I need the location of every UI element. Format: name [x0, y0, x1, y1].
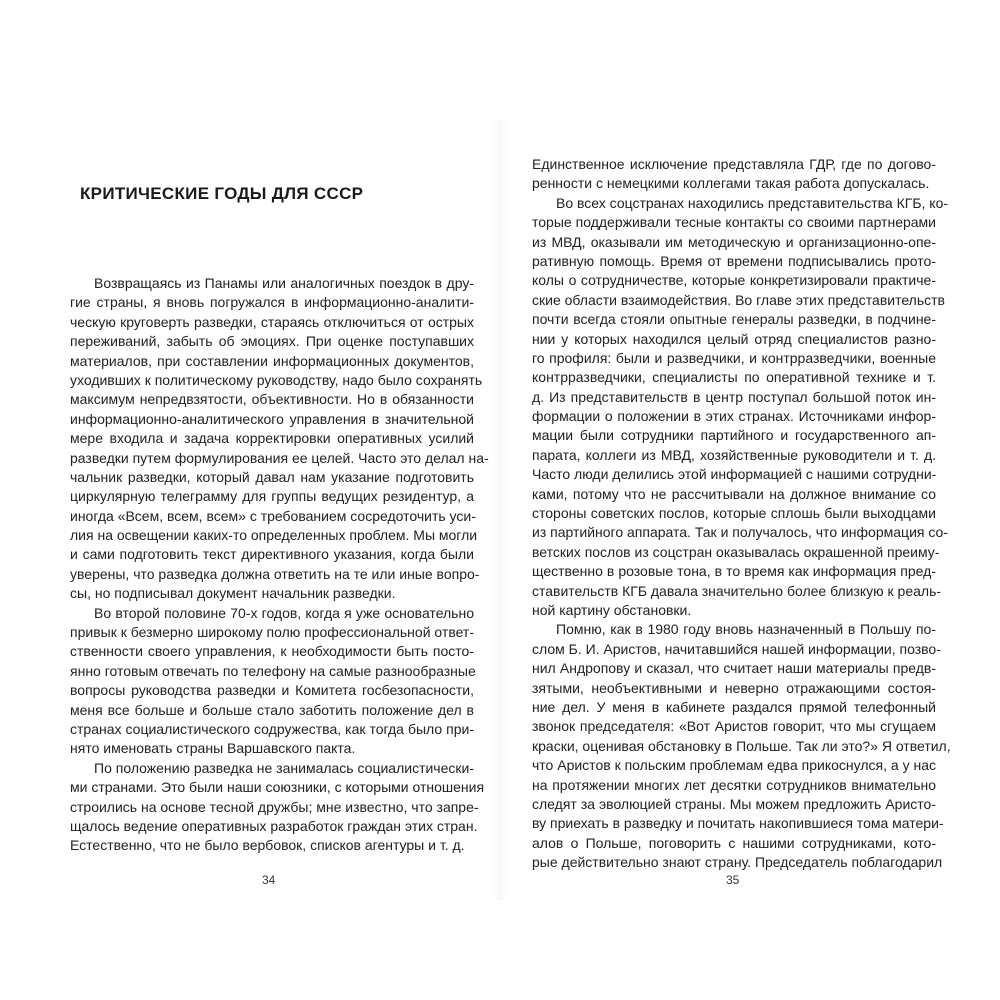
text-line: ческую круговерть разведки, стараясь отключиться от острых	[70, 313, 474, 330]
text-line: что Аристов к польским проблемам едва прикоснулся, а у нас	[532, 757, 936, 774]
text-line: ственности своего управления, к необходимости быть посто-	[70, 643, 474, 660]
text-line: колы о сотрудничестве, которые конкретизировали практиче-	[532, 272, 936, 289]
text-line: Во второй половине 70-х годов, когда я уже основательно	[94, 604, 474, 621]
text-line: сы, но подписывал документ начальник разведки.	[70, 585, 396, 602]
text-line: иногда «Всем, всем, всем» с требованием сосредоточить уси-	[70, 507, 476, 524]
right-page	[500, 0, 980, 1000]
text-line: строились на основе тесной дружбы; мне известно, что запре-	[70, 798, 479, 815]
text-line: торые поддерживали тесные контакты со своими партнерами	[532, 214, 936, 231]
right-page-body	[532, 155, 951, 872]
text-line: мации были сотрудники партийного и государственного ап-	[532, 427, 936, 444]
text-line: слом Б. И. Аристов, начитавшийся нашей информации, позво-	[532, 640, 941, 657]
text-line: По положению разведка не занималась социалистически-	[94, 759, 474, 776]
text-line: ками, потому что не рассчитывали на должное внимание со	[532, 485, 936, 502]
text-line: нято именовать страны Варшавского пакта.	[70, 740, 356, 757]
text-line: уверены, что разведка должна ответить на те или иные вопро-	[70, 565, 480, 582]
text-line: ративную помощь. Время от времени подписывались прото-	[532, 252, 936, 269]
text-line: из МВД, оказывали им методическую и организационно-опе-	[532, 233, 936, 250]
text-line: материалов, при составлении информационных документов,	[70, 352, 474, 369]
text-line: щественно в розовые тона, в то время как информация пред-	[532, 563, 936, 580]
text-line: ветских послов из соцстран оказывалась окрашенной преиму-	[532, 543, 940, 560]
text-line: Часто люди делились этой информацией с нашими сотрудни-	[532, 466, 937, 483]
text-line: ставительств КГБ давала значительно более близкую к реаль-	[532, 582, 942, 599]
left-page-body	[70, 274, 489, 856]
text-line: формации о положении в этих странах. Источниками инфор-	[532, 408, 936, 425]
chapter-heading: КРИТИЧЕСКИЕ ГОДЫ ДЛЯ СССР	[80, 184, 364, 203]
text-line: информационно-аналитического управления в значительной	[70, 410, 474, 427]
text-line: мере входила и задача корректировки оперативных усилий	[70, 430, 474, 447]
text-line: нии у которых находился целый отряд специалистов разно-	[532, 330, 936, 347]
text-line: ние дел. У меня в кабинете раздался прямой телефонный	[532, 698, 936, 715]
text-line: ми странами. Это были наши союзники, с которыми отношения	[70, 779, 485, 796]
text-line: д. Из представительств в центр поступал большой поток ин-	[532, 388, 936, 405]
text-line: зятыми, необъективными и неверно отражающими состоя-	[532, 679, 936, 696]
text-line: парата, коллеги из МВД, хозяйственные руководители и т. д.	[532, 446, 936, 463]
text-line: ной картину обстановки.	[532, 601, 692, 618]
text-line: разведки путем формулирования ее целей. Часто это делал на-	[70, 449, 489, 466]
text-line: алов о Польше, поговорить с нашими сотрудниками, кото-	[532, 834, 936, 851]
text-line: из партийного аппарата. Так и получалось, что информация со-	[532, 524, 948, 541]
text-line: ские области взаимодействия. Во главе этих представительств	[532, 291, 945, 308]
text-line: Единственное исключение представляла ГДР, где по догово-	[532, 156, 936, 172]
text-line: гие страны, я вновь погружался в информационно-аналити-	[70, 294, 474, 311]
page-number-right: 35	[726, 873, 740, 887]
page-number-left: 34	[262, 873, 276, 887]
text-line: Естественно, что не было вербовок, списков агентуры и т. д.	[70, 837, 465, 854]
text-line: рые действительно знают страну. Председатель поблагодарил	[532, 854, 943, 871]
text-line: вопросы руководства разведки и Комитета госбезопасности,	[70, 682, 474, 699]
left-page	[0, 0, 489, 1000]
text-line: уходивших к политическому руководству, надо было сохранять	[70, 371, 483, 388]
text-line: контрразведчики, специалисты по оперативной технике и т.	[532, 369, 936, 386]
text-line: стороны советских послов, которые сплошь были выходцами	[532, 505, 936, 522]
text-line: щалось ведение оперативных разработок граждан этих стран.	[70, 817, 478, 834]
text-line: чальник разведки, который давал нам указание подготовить	[70, 468, 474, 485]
text-line: переживаний, забыть об эмоциях. При оценке поступавших	[70, 333, 474, 350]
text-line: циркулярную телеграмму для группы ведущих резидентур, а	[70, 488, 474, 505]
text-line: го профиля: были и разведчики, и контрразведчики, военные	[532, 349, 936, 366]
text-line: нил Андропову и сказал, что считает наши материалы предв-	[532, 660, 936, 677]
text-line: меня все больше и больше стало заботить положение дел в	[70, 701, 474, 718]
text-line: ву приехать в разведку и почитать накопившиеся тома матери-	[532, 815, 944, 832]
text-line: Во всех соцстранах находились представительства КГБ, ко-	[556, 194, 949, 211]
text-line: янно готовым отвечать по телефону на самые разнообразные	[70, 662, 476, 679]
text-line: следят за эволюцией страны. Мы можем предложить Аристо-	[532, 795, 936, 812]
text-line: максимум непредвзятости, объективности. Но в обязанности	[70, 391, 474, 408]
text-line: и сами подготовить текст директивного указания, когда были	[70, 546, 474, 563]
text-line: Возвращаясь из Панамы или аналогичных поездок в дру-	[94, 275, 474, 291]
text-line: на протяжении многих лет десятки сотрудников внимательно	[532, 776, 936, 793]
text-line: Помню, как в 1980 году вновь назначенный в Польшу по-	[556, 621, 936, 638]
text-line: лия на освещении каких-то определенных проблем. Мы могли	[70, 527, 478, 544]
text-line: привык к безмерно широкому полю профессиональной ответ-	[70, 624, 474, 641]
text-line: странах социалистического содружества, как тогда было при-	[70, 720, 474, 737]
text-line: звонок председателя: «Вот Аристов говорит, что мы сгущаем	[532, 718, 936, 735]
text-line: краски, оценивая обстановку в Польше. Так ли это?» Я ответил,	[532, 737, 951, 754]
text-line: почти всегда стояли опытные генералы разведки, в подчине-	[532, 311, 936, 328]
text-line: ренности с немецкими коллегами такая работа допускалась.	[532, 175, 930, 192]
